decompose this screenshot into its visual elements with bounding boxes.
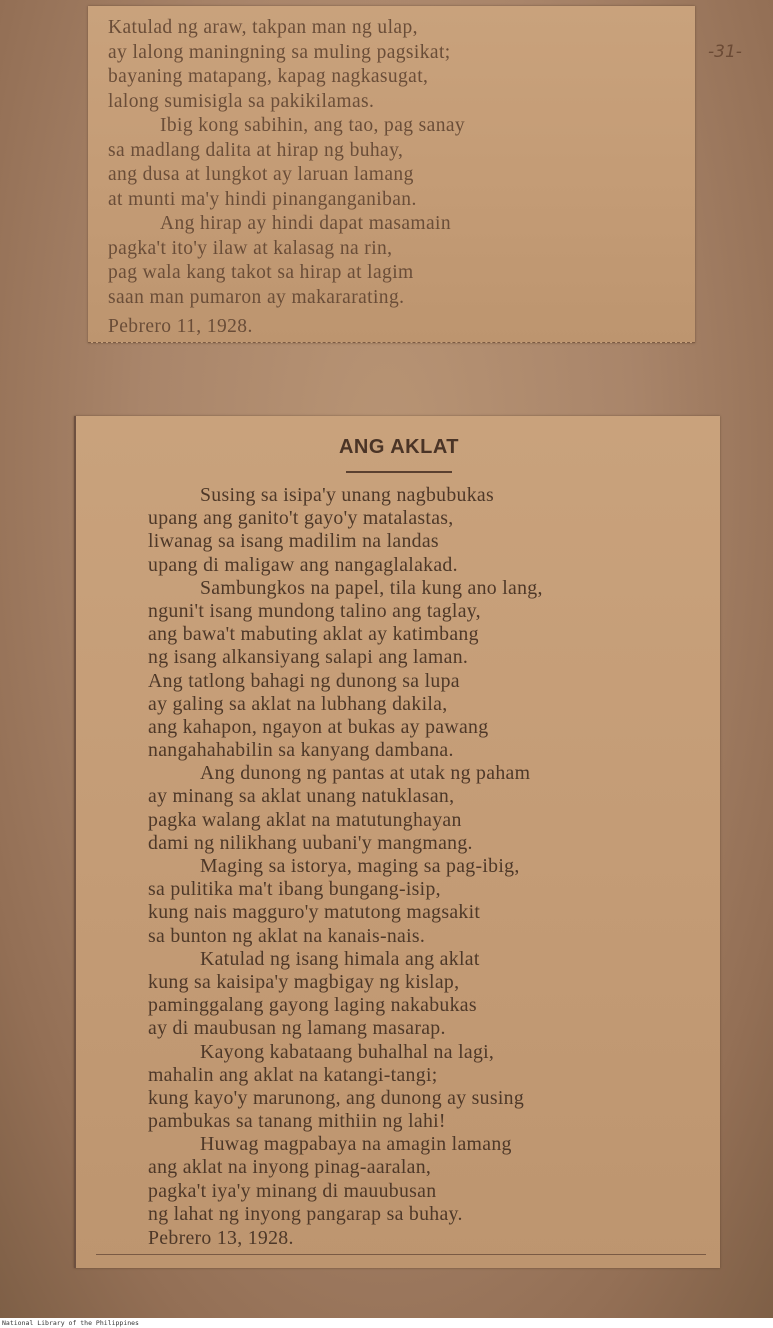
top-clipping [88,6,695,343]
poem-line: sa madlang dalita at hirap ng buhay, [108,139,404,161]
poem-line: Katulad ng araw, takpan man ng ulap, [108,17,418,38]
poem-line: Ang dunong ng pantas at utak ng paham [200,762,531,785]
poem-line: Huwag magpabaya na amagin lamang [200,1133,512,1156]
poem-line: Maging sa istorya, maging sa pag-ibig, [200,855,520,877]
poem-line: dami ng nilikhang uubani'y mangmang. [148,831,473,854]
top-poem-lines [108,16,688,310]
poem-line: pambukas sa tanang mithiin ng lahi! [148,1110,446,1133]
poem-line: pagka't iya'y minang di mauubusan [148,1179,437,1202]
poem-line: ay galing sa aklat na lubhang dakila, [148,692,448,715]
poem-line: pagka't ito'y ilaw at kalasag na rin, [108,237,393,259]
poem-line: bayaning matapang, kapag nagkasugat, [108,66,429,87]
poem-line: ay di maubusan ng lamang masarap. [148,1017,446,1040]
poem-line: kung nais magguro'y matutong magsakit [148,901,481,924]
poem-line: pag wala kang takot sa hirap at lagim [108,262,414,283]
poem-line: nangahahabilin sa kanyang dambana. [148,739,454,762]
top-poem-date: Pebrero 11, 1928. [108,316,253,337]
bottom-clipping [74,416,720,1268]
poem-line: sa bunton ng aklat na kanais-nais. [148,924,426,947]
poem-line: nguni't isang mundong talino ang taglay, [148,599,481,622]
poem-line: Ang tatlong bahagi ng dunong sa lupa [148,669,460,692]
poem-line: Ibig kong sabihin, ang tao, pag sanay [160,115,466,136]
bottom-poem-date: Pebrero 13, 1928. [148,1227,294,1249]
poem-line: paminggalang gayong laging nakabukas [148,994,477,1017]
poem-line: ang aklat na inyong pinag-aaralan, [148,1156,432,1179]
poem-line: Sambungkos na papel, tila kung ano lang, [200,576,543,599]
poem-line: Katulad ng isang himala ang aklat [200,947,480,970]
poem-line: ay lalong maningning sa muling pagsikat; [108,41,451,63]
poem-line: saan man pumaron ay makararating. [108,286,405,308]
poem-line: ang dusa at lungkot ay laruan lamang [108,164,414,185]
title-underline [346,471,452,473]
poem-line: kung sa kaisipa'y magbigay ng kislap, [148,970,460,993]
poem-line: upang ang ganito't gayo'y matalastas, [148,507,454,530]
footer [0,1318,773,1328]
poem-line: ng isang alkansiyang salapi ang laman. [148,646,469,669]
poem-line: liwanag sa isang madilim na landas [148,530,439,553]
poem-line: Kayong kabataang buhalhal na lagi, [200,1040,495,1063]
poem-line: upang di maligaw ang nangaglalakad. [148,553,458,576]
poem-line: kung kayo'y marunong, ang dunong ay susing [148,1086,525,1109]
bottom-rule [96,1254,706,1255]
poem-line: ang kahapon, ngayon at bukas ay pawang [148,715,489,738]
poem-line: mahalin ang aklat na katangi-tangi; [148,1063,438,1086]
poem-title: ANG AKLAT [338,436,460,458]
footer-credit: National Library of the Philippines [2,1319,139,1327]
poem-line: Ang hirap ay hindi dapat masamain [160,213,451,234]
poem-line: at munti ma'y hindi pinanganganiban. [108,188,417,210]
page-number: -31- [708,42,742,62]
poem-line: ang bawa't mabuting aklat ay katimbang [148,623,479,646]
poem-line: sa pulitika ma't ibang bungang-isip, [148,878,441,901]
poem-line: ay minang sa aklat unang natuklasan, [148,785,455,808]
poem-line: pagka walang aklat na matutunghayan [148,808,462,831]
poem-line: Susing sa isipa'y unang nagbubukas [200,484,494,506]
poem-line: ng lahat ng inyong pangarap sa buhay. [148,1202,463,1225]
poem-line: lalong sumisigla sa pakikilamas. [108,90,375,112]
bottom-poem-lines [148,484,708,1226]
